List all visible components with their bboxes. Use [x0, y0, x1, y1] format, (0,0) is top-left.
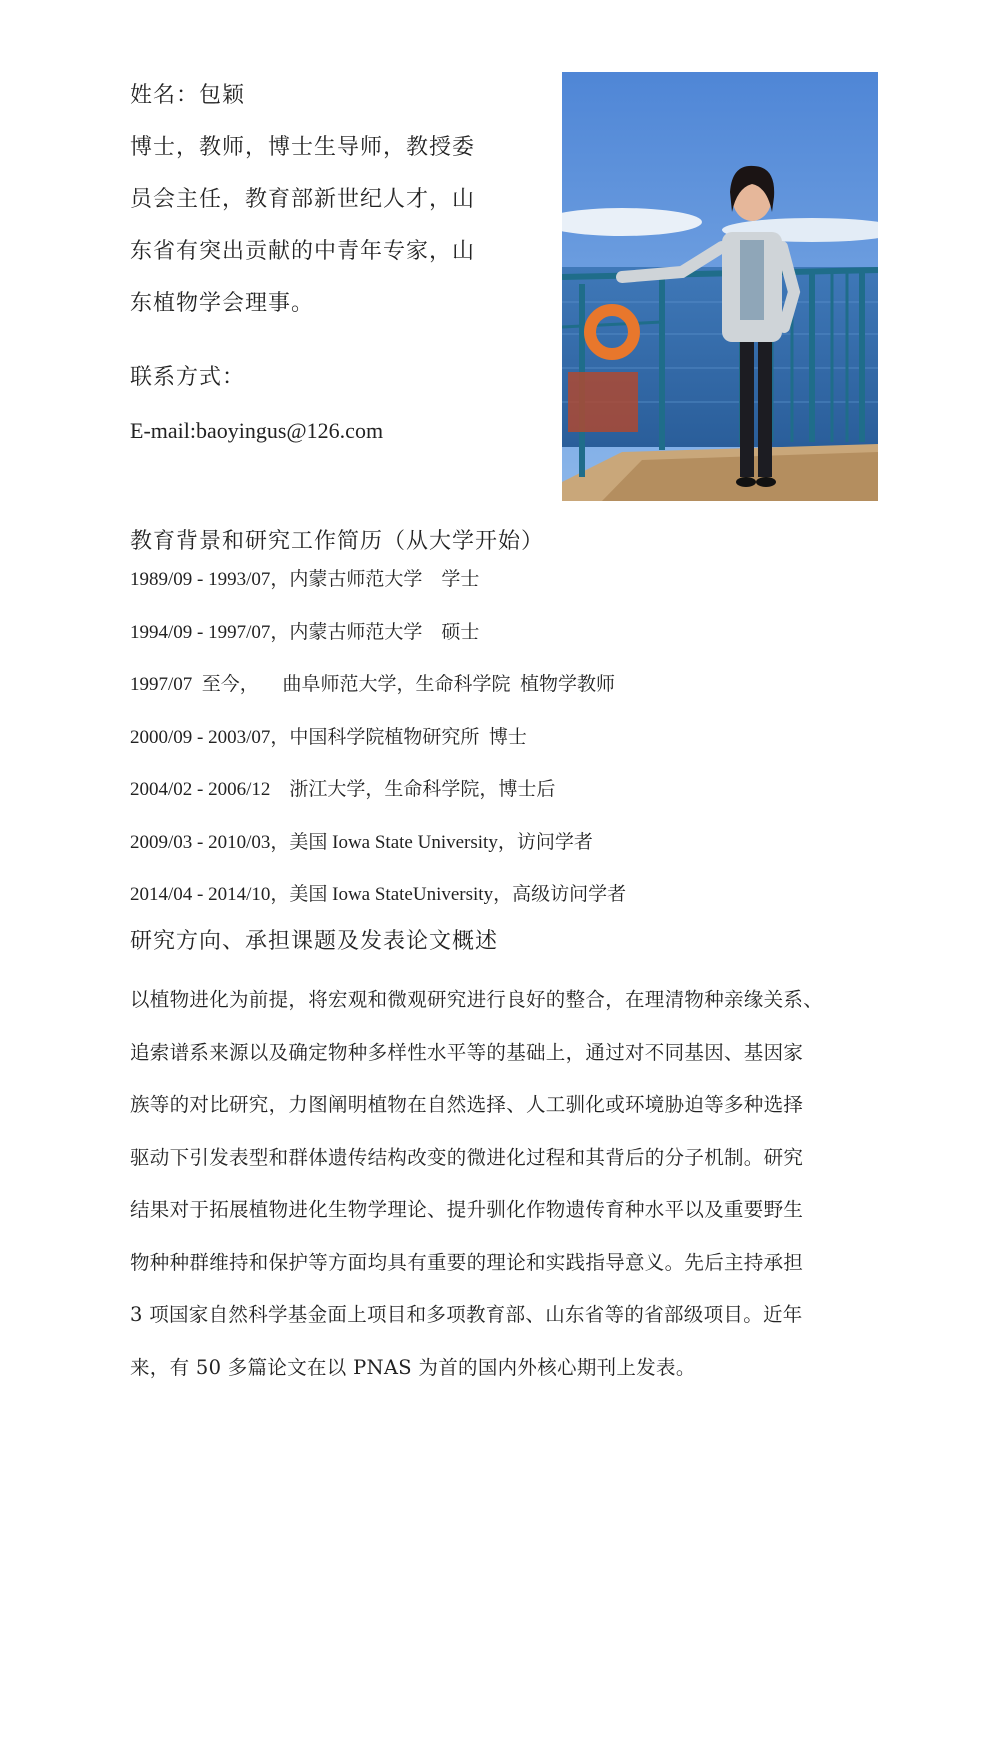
- bio-line: 员会主任，教育部新世纪人才，山: [130, 187, 476, 212]
- portrait-photo: [562, 72, 878, 501]
- research-line: 追索谱系来源以及确定物种多样性水平等的基础上，通过对不同基因、基因家: [130, 1040, 804, 1064]
- education-entry: 2004/02 - 2006/12 浙江大学，生命科学院，博士后: [130, 779, 556, 800]
- bio-line: 博士，教师，博士生导师，教授委: [130, 135, 476, 160]
- research-line: 物种种群维持和保护等方面均具有重要的理论和实践指导意义。先后主持承担: [130, 1250, 804, 1274]
- research-line: 以植物进化为前提，将宏观和微观研究进行良好的整合，在理清物种亲缘关系、: [130, 988, 824, 1011]
- bio-line: 东省有突出贡献的中青年专家，山: [130, 239, 476, 264]
- research-line: 族等的对比研究，力图阐明植物在自然选择、人工驯化或环境胁迫等多种选择: [130, 1093, 804, 1116]
- education-list: [130, 568, 626, 936]
- bio-line: 东植物学会理事。: [130, 291, 315, 316]
- contact-heading: 联系方式：: [130, 365, 246, 390]
- research-line: 结果对于拓展植物进化生物学理论、提升驯化作物遗传育种水平以及重要野生: [130, 1198, 804, 1221]
- portrait-photo-icon: [562, 72, 878, 501]
- name-line: 姓名：包颖: [130, 83, 246, 108]
- education-entry: 2014/04 - 2014/10，美国 Iowa StateUniversity，高级访问学者: [130, 884, 627, 905]
- profile-block: [130, 70, 500, 330]
- research-title: 研究方向、承担课题及发表论文概述: [130, 929, 499, 954]
- email-address: E-mail:baoyingus@126.com: [130, 418, 384, 443]
- research-line: 来，有 50 多篇论文在以 PNAS 为首的国内外核心期刊上发表。: [130, 1355, 696, 1379]
- education-entry: 2000/09 - 2003/07，中国科学院植物研究所 博士: [130, 726, 527, 748]
- education-entry: 1994/09 - 1997/07，内蒙古师范大学 硕士: [130, 621, 480, 643]
- education-title: 教育背景和研究工作简历（从大学开始）: [130, 529, 545, 554]
- research-summary: [130, 974, 830, 1394]
- education-entry: 1997/07 至今， 曲阜师范大学，生命科学院 植物学教师: [130, 674, 616, 695]
- education-entry: 2009/03 - 2010/03，美国 Iowa State University，访问学者: [130, 831, 593, 853]
- education-entry: 1989/09 - 1993/07，内蒙古师范大学 学士: [130, 569, 480, 590]
- research-line: 驱动下引发表型和群体遗传结构改变的微进化过程和其背后的分子机制。研究: [130, 1145, 804, 1169]
- research-line: 3 项国家自然科学基金面上项目和多项教育部、山东省等的省部级项目。近年: [130, 1303, 803, 1326]
